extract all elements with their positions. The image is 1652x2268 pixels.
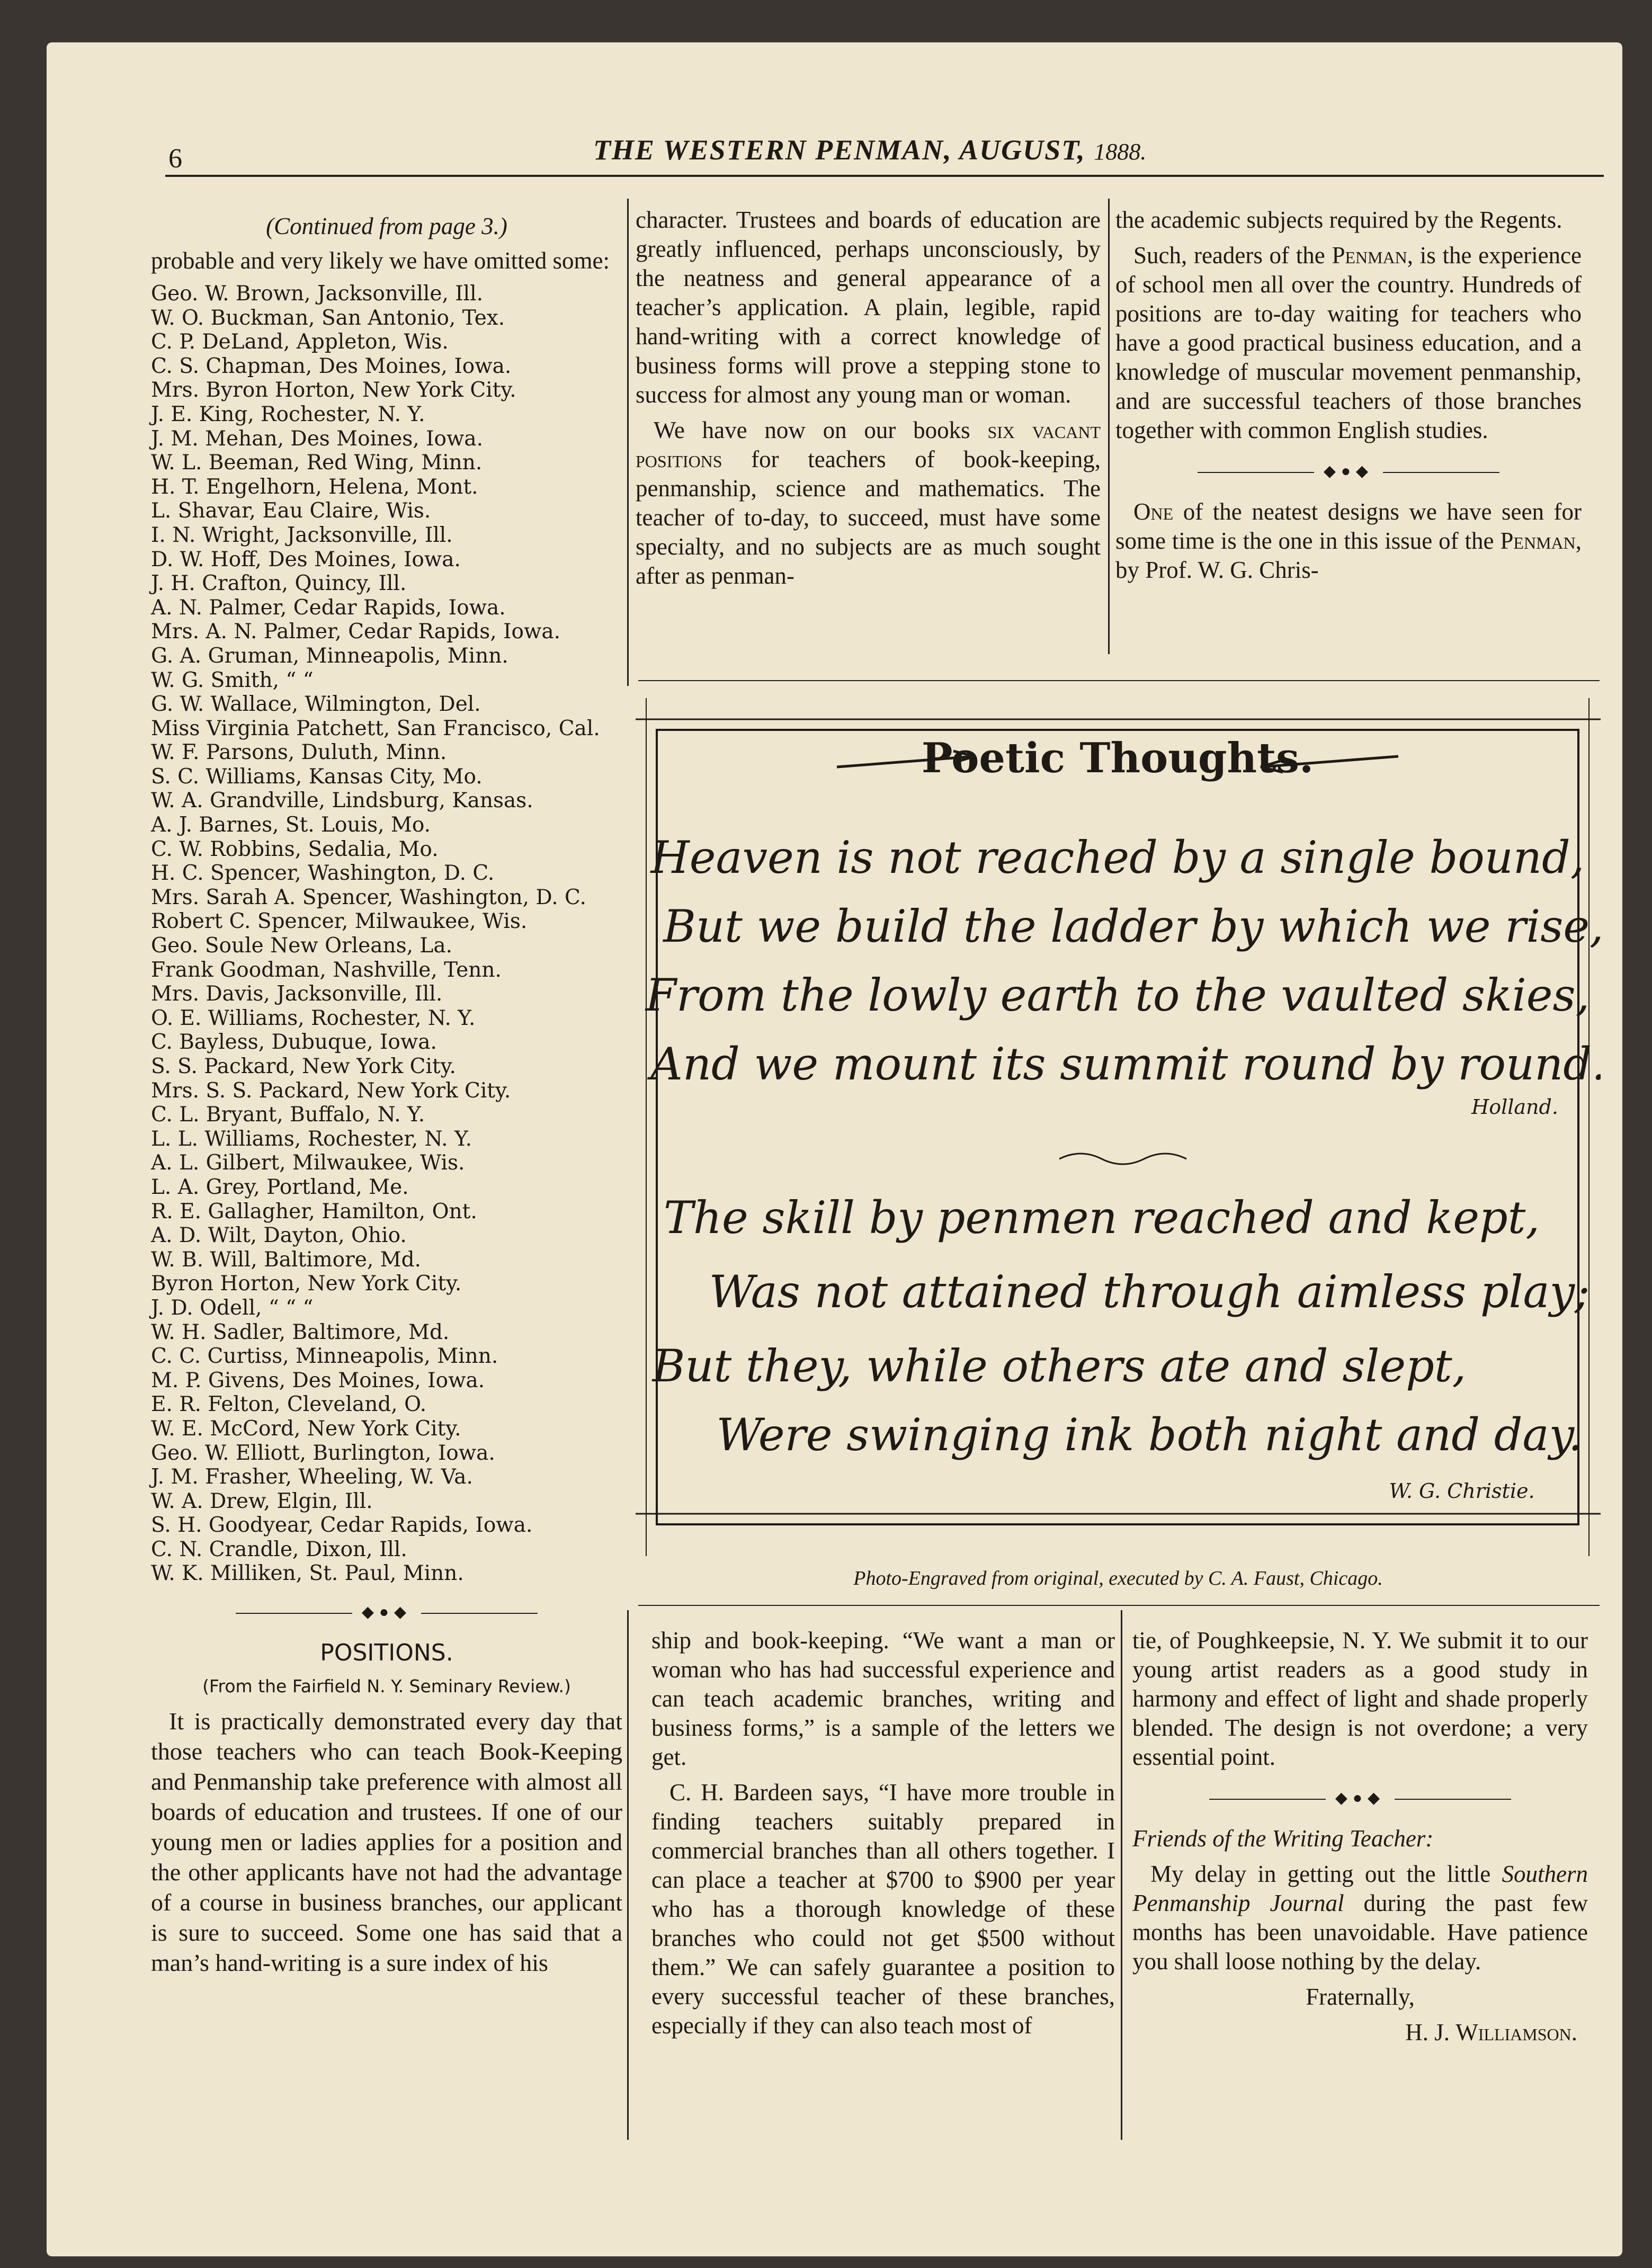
right-top-paragraph-2 (1115, 241, 1582, 445)
rt-p3-smallcaps-2: Penman (1500, 528, 1576, 554)
column-divider-lower-right (1121, 1610, 1122, 2140)
right-top-paragraph-3 (1115, 497, 1582, 585)
name-list-item: S. H. Goodyear, Cedar Rapids, Iowa. (151, 1513, 533, 1538)
name-list-item: A. D. Wilt, Dayton, Ohio. (151, 1224, 407, 1248)
right-top-paragraph-1: the academic subjects required by the Regents. (1115, 207, 1562, 233)
positions-body: It is practically demonstrated every day that those teachers who can teach Book-Keeping and Penmanship take preference with almost all boards of education and trustees. If one of our young men or ladies applies for a position and the other applicants have not had the advantage of a course in business branches, our applicant is sure to succeed. Some one has said that a man’s hand-writing is a sure index of his (151, 1708, 622, 1977)
right-bottom-paragraph-1: tie, of Poughkeepsie, N. Y. We submit it to our young artist readers as a good study in harmony and effect of light and shade properly blended. The design is not overdone; a very essential point. (1132, 1627, 1588, 1770)
signature-initials: H. J. (1405, 2019, 1450, 2046)
name-list-item: C. Bayless, Dubuque, Iowa. (151, 1030, 437, 1055)
rt-p3-rest: , by Prof. W. G. Chris- (1115, 528, 1582, 583)
name-list-item: W. A. Drew, Elgin, Ill. (151, 1489, 373, 1513)
name-list-item: W. G. Smith, “ “ (151, 668, 314, 692)
engraving-credit: Photo-Engraved from original, executed by C. A. Faust, Chicago. (853, 1567, 1383, 1590)
name-list-item: Frank Goodman, Nashville, Tenn. (151, 958, 502, 982)
name-list-item: R. E. Gallagher, Hamilton, Ont. (151, 1199, 477, 1224)
poem1-line-2: But we build the ladder by which we rise, (663, 900, 1601, 952)
ornament-divider: ◆●◆ (151, 1597, 622, 1627)
name-list-item: L. L. Williams, Rochester, N. Y. (151, 1127, 472, 1151)
name-list-item: E. R. Felton, Cleveland, O. (151, 1392, 427, 1417)
poem2-author: W. G. Christie. (1389, 1479, 1535, 1503)
signature-surname: Williamson. (1455, 2019, 1577, 2046)
penmanship-engraving (636, 698, 1601, 1556)
name-list-item: W. E. McCord, New York City. (151, 1416, 461, 1441)
positions-source: (From the Fairfield N. Y. Seminary Review.) (202, 1676, 571, 1697)
name-list-item: J. M. Frasher, Wheeling, W. Va. (151, 1465, 473, 1489)
name-list-item: G. A. Gruman, Minneapolis, Minn. (151, 644, 508, 668)
rt-p2-rest: , is the experience of school men all over the country. Hundreds of positions are to-day waiting for teachers who have a good practical business education, and a knowledge of muscular movement penmanship, and are successful teachers of those branches together with common English studies. (1115, 242, 1582, 443)
name-list-item: C. N. Crandle, Dixon, Ill. (151, 1537, 407, 1561)
middle-column-top (636, 206, 1101, 597)
running-title (593, 133, 1146, 166)
rt-p2-smallcaps: Penman (1332, 242, 1407, 269)
poem2-line-2: Was not attained through aimless play; (709, 1266, 1590, 1318)
positions-title: POSITIONS. (320, 1639, 453, 1667)
poem1-line-1: Heaven is not reached by a single bound, (650, 832, 1585, 883)
name-list-item: A. N. Palmer, Cedar Rapids, Iowa. (151, 595, 506, 620)
name-list-item: Miss Virginia Patchett, San Francisco, Cal. (151, 716, 600, 740)
section-rule-top (638, 680, 1600, 681)
engraving-svg (636, 698, 1601, 1556)
rt-p3-mid: of the neatest designs we have seen for some time is the one in this issue of the (1115, 498, 1582, 554)
name-list-item: A. J. Barnes, St. Louis, Mo. (151, 813, 431, 837)
name-list-item: Byron Horton, New York City. (151, 1272, 462, 1296)
middle-bottom-paragraph-2: C. H. Bardeen says, “I have more trouble in finding teachers suitably prepared in commercial branches than all others together. I can place a teacher at $700 to $900 per year who has a thorough knowledge of these branches who could not get $500 without them.” We can safely guarantee a position to every successful teacher of these branches, especially if they can also teach most of (651, 1779, 1115, 2039)
mt-p2-smallcaps: six vacant positions (636, 417, 1101, 472)
name-list-item: H. C. Spencer, Washington, D. C. (151, 861, 495, 886)
name-list-item: C. W. Robbins, Sedalia, Mo. (151, 837, 439, 861)
column-divider-right (1108, 199, 1110, 654)
name-list-item: W. F. Parsons, Duluth, Minn. (151, 740, 447, 765)
name-list-item: W. B. Will, Baltimore, Md. (151, 1247, 421, 1272)
mt-p2-rest: for teachers of book-keeping, penmanship, science and mathematics. The teacher of to-day, to succeed, must have some specialty, and no subjects are as much sought after as penman- (636, 446, 1101, 589)
name-list-item: H. T. Engelhorn, Helena, Mont. (151, 475, 478, 499)
name-list-item: Robert C. Spencer, Milwaukee, Wis. (151, 909, 528, 934)
name-list-item: W. H. Sadler, Baltimore, Md. (151, 1320, 450, 1344)
name-list-item: S. S. Packard, New York City. (151, 1055, 456, 1078)
name-list-item: Mrs. Davis, Jacksonville, Ill. (151, 982, 443, 1006)
letter-rest: during the past few months has been unavoidable. Have patience you shall loose nothing by the delay. (1132, 1890, 1588, 1975)
section-rule-bottom (638, 1605, 1600, 1606)
name-list-item: D. W. Hoff, Des Moines, Iowa. (151, 547, 461, 572)
name-list-item: C. L. Bryant, Buffalo, N. Y. (151, 1103, 425, 1127)
middle-flourish-divider (1059, 1154, 1186, 1164)
name-list-item: Geo. W. Brown, Jacksonville, Ill. (151, 282, 484, 306)
page-number: 6 (168, 144, 182, 174)
name-list-item: G. W. Wallace, Wilmington, Del. (151, 692, 481, 717)
name-list-item: Mrs. S. S. Packard, New York City. (151, 1078, 511, 1103)
name-list-item: S. C. Williams, Kansas City, Mo. (151, 764, 483, 789)
poem1-line-3: From the lowly earth to the vaulted skies, (645, 969, 1590, 1021)
name-list-item: C. P. DeLand, Appleton, Wis. (151, 330, 449, 354)
middle-column-bottom (651, 1626, 1115, 2047)
right-column-top (1115, 206, 1582, 591)
name-list-item: W. A. Grandville, Lindsburg, Kansas. (151, 789, 533, 813)
continued-note: (Continued from page 3.) (266, 213, 507, 239)
name-list-item: Mrs. Byron Horton, New York City. (151, 378, 516, 403)
letter-body (1132, 1860, 1588, 1976)
rt-p2-lead: Such, readers of the (1133, 242, 1325, 269)
name-list-item: Geo. W. Elliott, Burlington, Iowa. (151, 1441, 495, 1465)
name-list-item: M. P. Givens, Des Moines, Iowa. (151, 1368, 485, 1392)
name-list-item: L. Shavar, Eau Claire, Wis. (151, 499, 431, 523)
column-divider-lower-left (627, 1610, 629, 2140)
name-list-item: J. D. Odell, “ “ “ (151, 1296, 314, 1320)
left-column (151, 212, 622, 1984)
middle-top-paragraph-1: character. Trustees and boards of education are greatly influenced, perhaps unconsciously, by the neatness and general appearance of a teacher’s application. A plain, legible, rapid hand-writing with a correct knowledge of business forms will prove a stepping stone to success for almost any young man or woman. (636, 207, 1101, 408)
name-list-item: W. K. Milliken, St. Paul, Minn. (151, 1561, 464, 1586)
name-list-item: C. C. Curtiss, Minneapolis, Minn. (151, 1344, 498, 1369)
name-list-item: J. E. King, Rochester, N. Y. (151, 402, 425, 426)
engraving-title: Poetic Thoughts. (921, 734, 1314, 782)
name-list-item: Geo. Soule New Orleans, La. (151, 934, 452, 958)
right-column-bottom (1132, 1626, 1588, 2053)
name-list-item: A. L. Gilbert, Milwaukee, Wis. (151, 1151, 465, 1175)
letter-italic-title: Southern Penmanship Journal (1132, 1861, 1588, 1916)
name-list-item: O. E. Williams, Rochester, N. Y. (151, 1006, 476, 1030)
name-list-item: J. H. Crafton, Quincy, Ill. (151, 572, 407, 596)
running-title-text: THE WESTERN PENMAN, AUGUST, (593, 134, 1086, 166)
poem2-line-4: Were swinging ink both night and day. (716, 1409, 1583, 1461)
running-title-year: 1888. (1094, 139, 1147, 165)
name-list-item: Mrs. Sarah A. Spencer, Washington, D. C. (151, 885, 586, 909)
header-rule (165, 175, 1604, 177)
name-list-item: C. S. Chapman, Des Moines, Iowa. (151, 354, 512, 378)
name-list-item: W. L. Beeman, Red Wing, Minn. (151, 451, 483, 475)
list-intro: probable and very likely we have omitted some: (151, 247, 610, 274)
poem2-line-3: But they, while others ate and slept, (652, 1340, 1467, 1392)
poem2-line-1: The skill by penmen reached and kept, (663, 1192, 1540, 1244)
name-list-item: W. O. Buckman, San Antonio, Tex. (151, 306, 505, 330)
name-list-item: L. A. Grey, Portland, Me. (151, 1175, 409, 1199)
name-list (151, 282, 622, 1586)
name-list-item: I. N. Wright, Jacksonville, Ill. (151, 523, 453, 547)
letter-closing: Fraternally, (1306, 1984, 1415, 2010)
letter-signature (1132, 2018, 1588, 2047)
poem1-author: Holland. (1471, 1095, 1558, 1119)
middle-bottom-paragraph-1: ship and book-keeping. “We want a man or woman who has had successful experience and can teach academic branches, writing and business forms,” is a sample of the letters we get. (651, 1627, 1115, 1770)
name-list-item: Mrs. A. N. Palmer, Cedar Rapids, Iowa. (151, 620, 561, 644)
poem1-line-4: And we mount its summit round by round. (650, 1038, 1601, 1090)
column-divider-left (627, 199, 629, 686)
ornament-divider-lower: ◆●◆ (1132, 1783, 1588, 1812)
ornament-divider-right: ◆●◆ (1115, 457, 1582, 486)
letter-heading: Friends of the Writing Teacher: (1132, 1825, 1434, 1852)
mt-p2-lead: We have now on our books (654, 417, 970, 443)
name-list-item: J. M. Mehan, Des Moines, Iowa. (151, 426, 483, 451)
letter-lead: My delay in getting out the little (1150, 1861, 1491, 1887)
rt-p3-smallcaps: One (1133, 498, 1174, 525)
middle-top-paragraph-2 (636, 416, 1101, 591)
